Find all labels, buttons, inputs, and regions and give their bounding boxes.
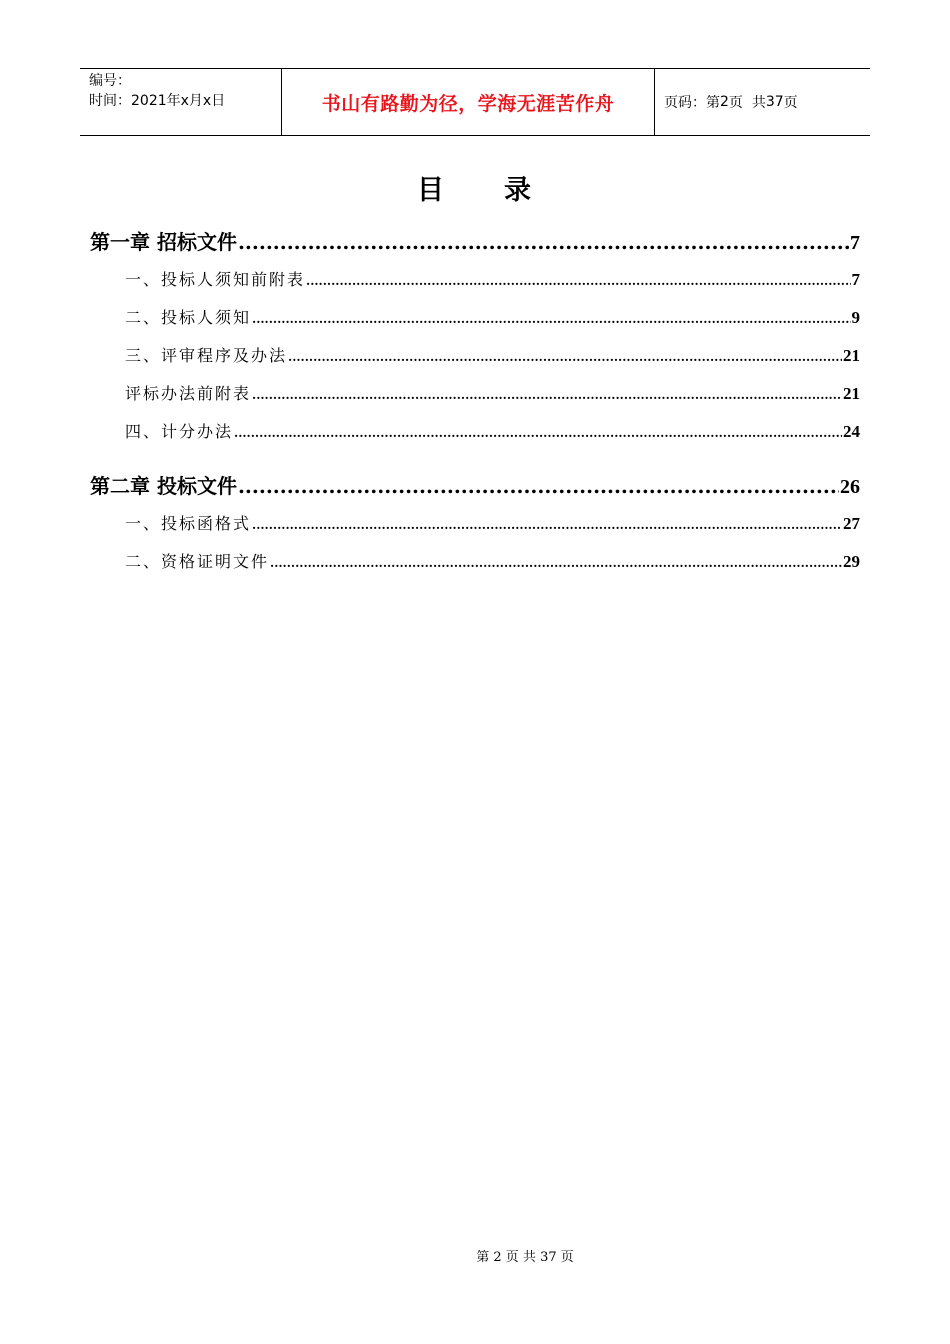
toc-leader <box>252 388 842 402</box>
toc-entry-page: 9 <box>851 308 860 327</box>
toc-entry-label: 评标办法前附表 <box>125 384 252 403</box>
toc-entry-label: 第一章 招标文件 <box>90 230 237 254</box>
toc-entry-page: 29 <box>843 552 860 571</box>
page-total: 37 <box>765 94 784 110</box>
toc-entry-label: 二、投标人须知 <box>125 308 252 327</box>
toc-entry-label: 一、投标函格式 <box>125 514 252 533</box>
page-footer <box>0 1246 950 1265</box>
toc-section[interactable] <box>125 549 860 572</box>
toc-leader <box>288 350 842 364</box>
footer-current: 2 <box>493 1250 502 1265</box>
header-meta-cell <box>80 69 281 135</box>
page-mid: 页 共 <box>728 95 766 111</box>
toc-section[interactable] <box>125 419 860 442</box>
page-suffix: 页 <box>783 95 798 111</box>
page-current: 2 <box>720 94 729 110</box>
toc-entry-label: 四、计分办法 <box>125 422 234 441</box>
toc-entry-label: 三、评审程序及办法 <box>125 346 288 365</box>
toc-entry-page: 26 <box>840 476 860 498</box>
toc-chapter-2[interactable] <box>90 470 860 499</box>
toc-section[interactable] <box>125 305 860 328</box>
toc-leader <box>306 274 850 288</box>
footer-total: 37 <box>540 1250 557 1265</box>
page-prefix: 页码：第 <box>664 95 720 111</box>
toc-chapter-1[interactable] <box>90 226 860 255</box>
toc-leader <box>270 556 842 570</box>
header-page-info <box>655 69 870 135</box>
toc-entry-label: 第二章 投标文件 <box>90 474 237 498</box>
document-header <box>80 68 870 136</box>
toc-section[interactable] <box>125 267 860 290</box>
toc-leader <box>252 312 850 326</box>
footer-prefix: 第 <box>476 1250 494 1265</box>
footer-suffix: 页 <box>556 1250 574 1265</box>
serial-label: 编号： <box>89 73 131 89</box>
toc-entry-label: 二、资格证明文件 <box>125 552 270 571</box>
toc-entry-label: 一、投标人须知前附表 <box>125 270 306 289</box>
toc-section[interactable] <box>125 381 860 404</box>
toc-section[interactable] <box>125 343 860 366</box>
toc-leader <box>238 230 849 254</box>
toc-leader <box>238 474 839 498</box>
toc-entry-page: 7 <box>850 232 860 254</box>
toc-section[interactable] <box>125 511 860 534</box>
toc-entry-page: 24 <box>843 422 860 441</box>
header-motto: 书山有路勤为径，学海无涯苦作舟 <box>281 69 655 135</box>
toc-entry-page: 27 <box>843 514 860 533</box>
toc-title: 目 录 <box>417 175 533 206</box>
toc-entry-page: 7 <box>851 270 860 289</box>
footer-mid: 页 共 <box>501 1250 541 1265</box>
toc-leader <box>234 426 842 440</box>
toc-entry-page: 21 <box>843 384 860 403</box>
toc-leader <box>252 518 842 532</box>
toc-entry-page: 21 <box>843 346 860 365</box>
time-label: 时间：2021年x月x日 <box>89 93 226 109</box>
